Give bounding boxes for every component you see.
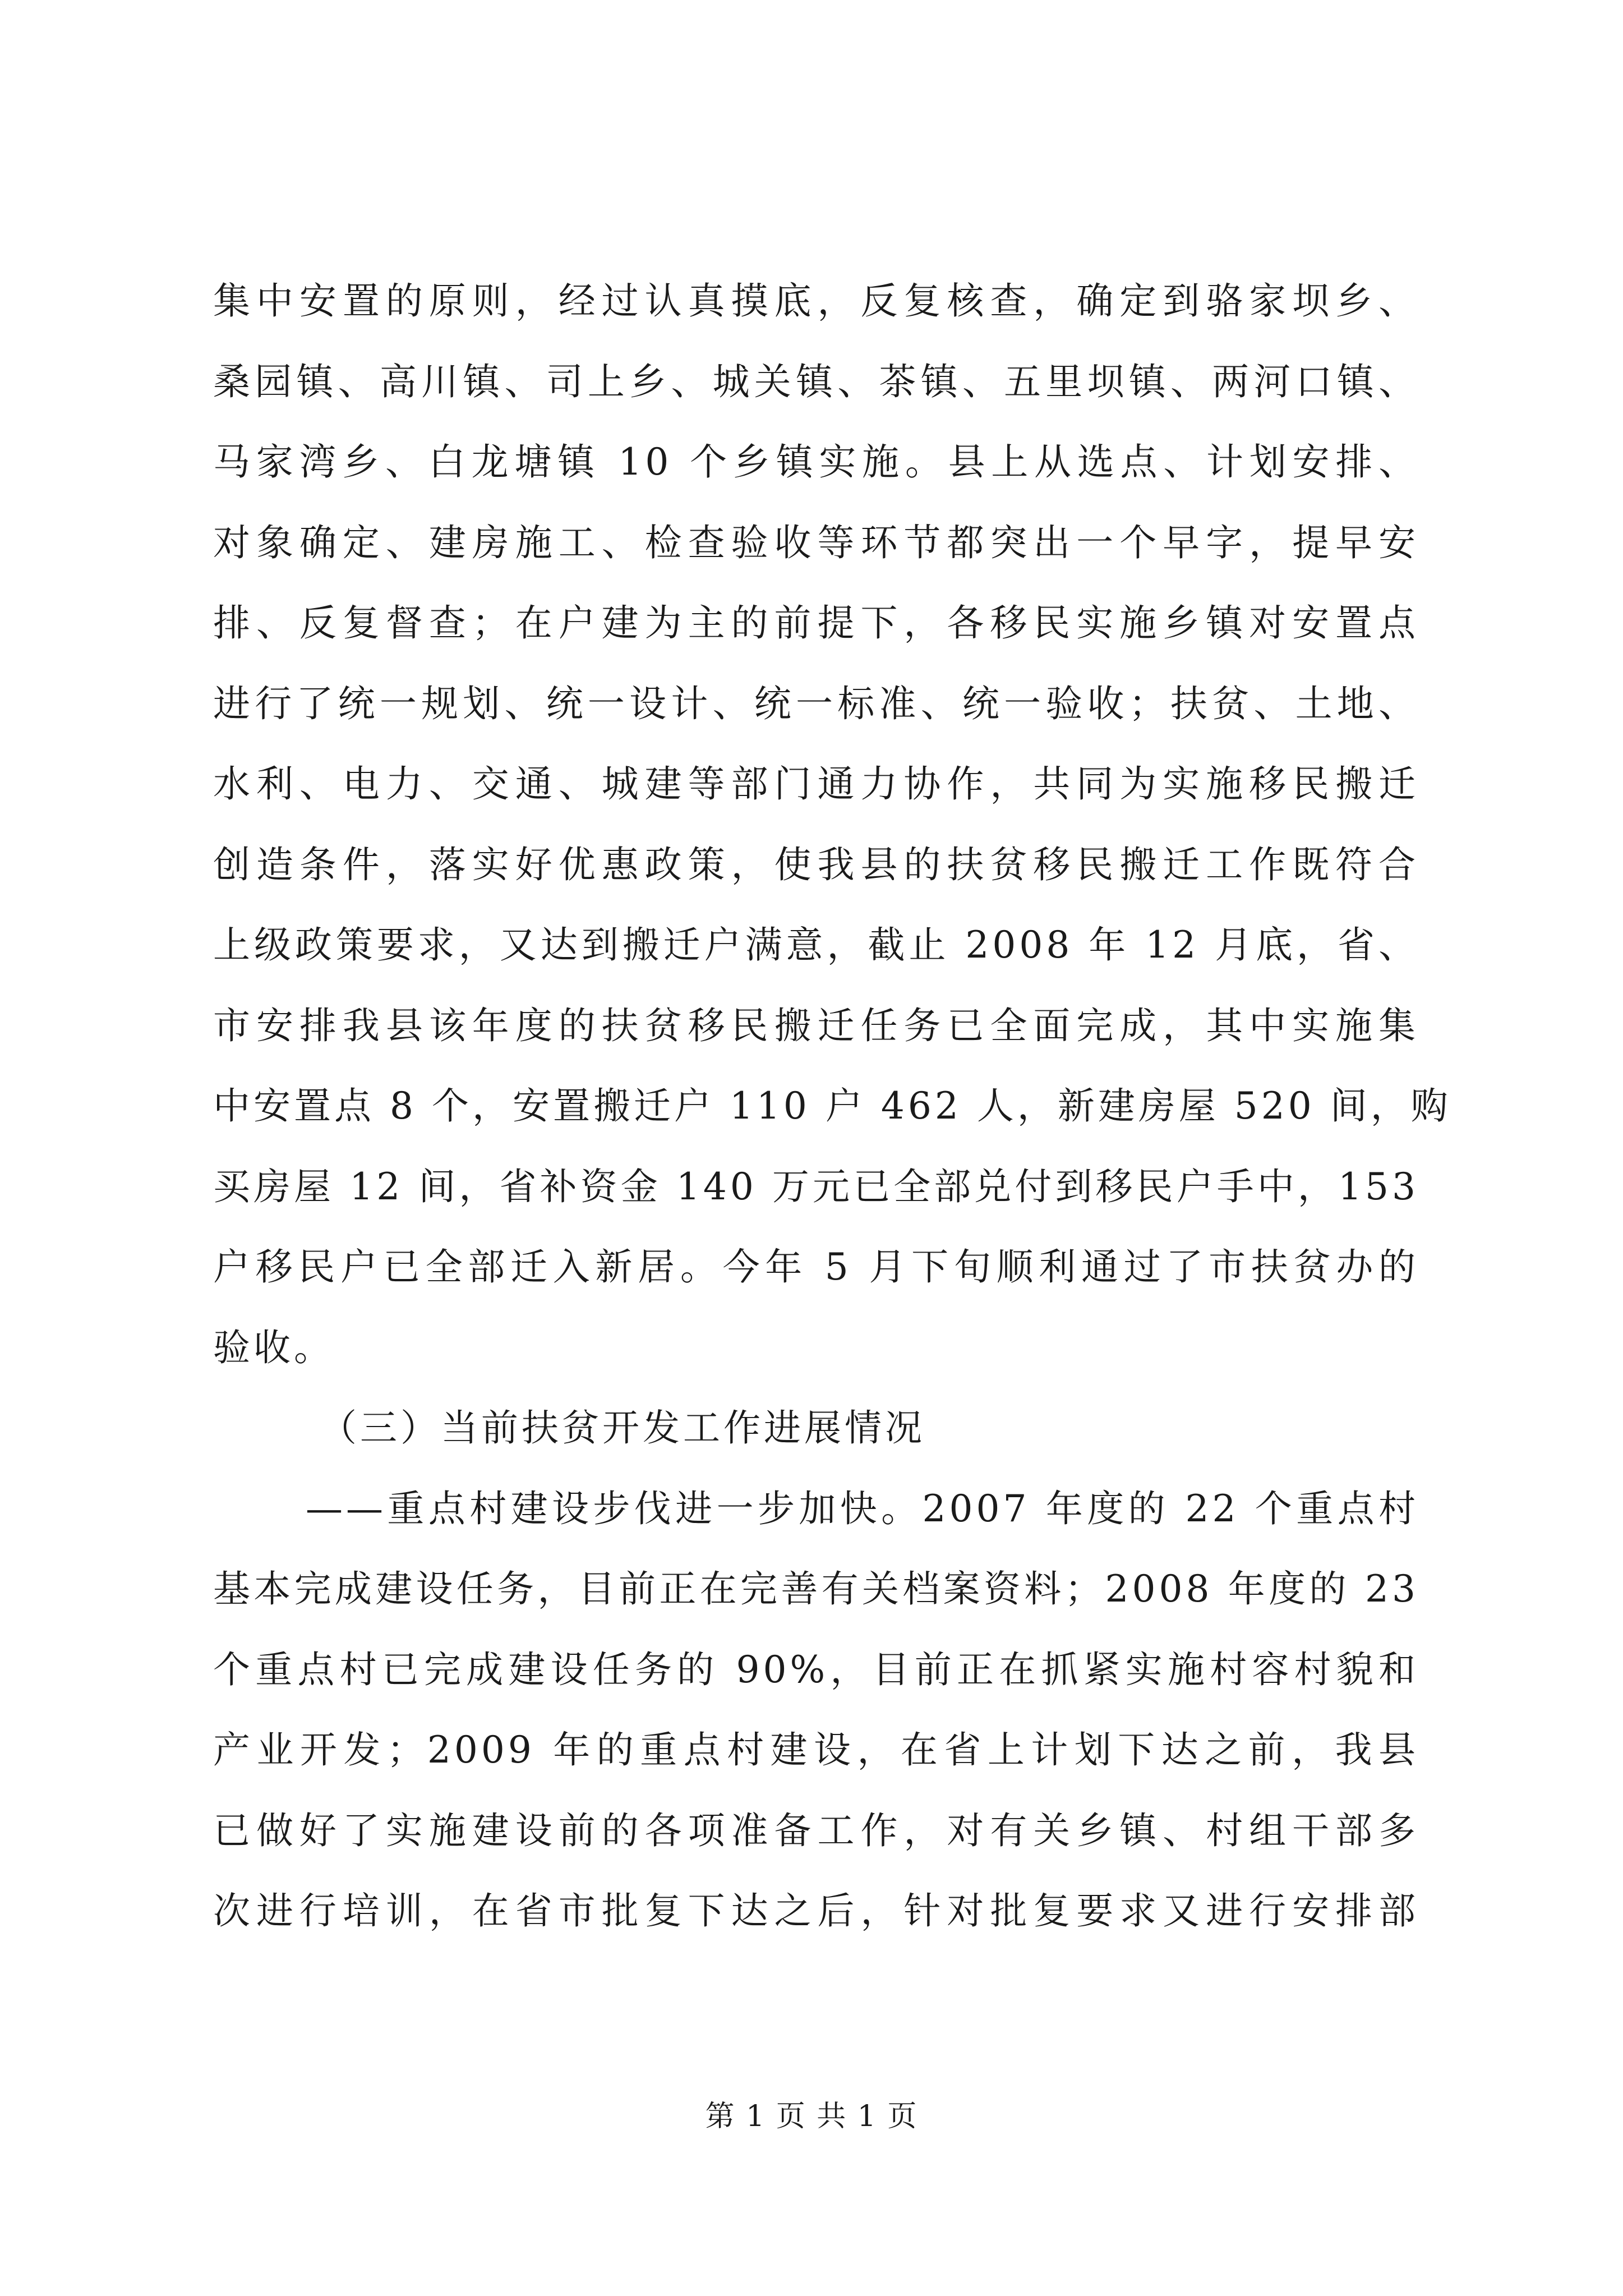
text-line-14: 验收。 (213, 1326, 334, 1369)
text-line-7: 水利、电力、交通、城建等部门通力协作，共同为实施移民搬迁 (213, 762, 1419, 806)
text-line-18: 个重点村已完成建设任务的 90%，目前正在抓紧实施村容村貌和 (213, 1648, 1419, 1691)
text-line-8: 创造条件，落实好优惠政策，使我县的扶贫移民搬迁工作既符合 (213, 843, 1419, 886)
text-line-2: 桑园镇、高川镇、司上乡、城关镇、茶镇、五里坝镇、两河口镇、 (213, 360, 1419, 403)
text-line-6: 进行了统一规划、统一设计、统一标准、统一验收；扶贫、土地、 (213, 682, 1419, 725)
text-line-19: 产业开发；2009 年的重点村建设，在省上计划下达之前，我县 (213, 1728, 1419, 1772)
text-line-1: 集中安置的原则，经过认真摸底，反复核查，确定到骆家坝乡、 (213, 279, 1419, 323)
text-line-11: 中安置点 8 个，安置搬迁户 110 户 462 人，新建房屋 520 间，购 (213, 1084, 1451, 1128)
text-line-4: 对象确定、建房施工、检查验收等环节都突出一个早字，提早安 (213, 521, 1419, 564)
text-line-16: ——重点村建设步伐进一步加快。2007 年度的 22 个重点村 (306, 1487, 1419, 1530)
text-line-13: 户移民户已全部迁入新居。今年 5 月下旬顺利通过了市扶贫办的 (213, 1245, 1419, 1289)
text-line-10: 市安排我县该年度的扶贫移民搬迁任务已全面完成，其中实施集 (213, 1004, 1419, 1047)
page-number-footer: 第 1 页 共 1 页 (705, 2100, 918, 2133)
document-body (213, 261, 1451, 1952)
text-line-3: 马家湾乡、白龙塘镇 10 个乡镇实施。县上从选点、计划安排、 (213, 440, 1419, 484)
text-line-9: 上级政策要求，又达到搬迁户满意，截止 2008 年 12 月底，省、 (213, 923, 1419, 967)
text-line-21: 次进行培训，在省市批复下达之后，针对批复要求又进行安排部 (213, 1889, 1419, 1932)
section-heading: （三）当前扶贫开发工作进展情况 (320, 1406, 925, 1450)
text-line-17: 基本完成建设任务，目前正在完善有关档案资料；2008 年度的 23 (213, 1567, 1419, 1611)
text-line-20: 已做好了实施建设前的各项准备工作，对有关乡镇、村组干部多 (213, 1809, 1419, 1852)
text-line-12: 买房屋 12 间，省补资金 140 万元已全部兑付到移民户手中，153 (213, 1165, 1419, 1208)
text-line-5: 排、反复督查；在户建为主的前提下，各移民实施乡镇对安置点 (213, 601, 1419, 645)
